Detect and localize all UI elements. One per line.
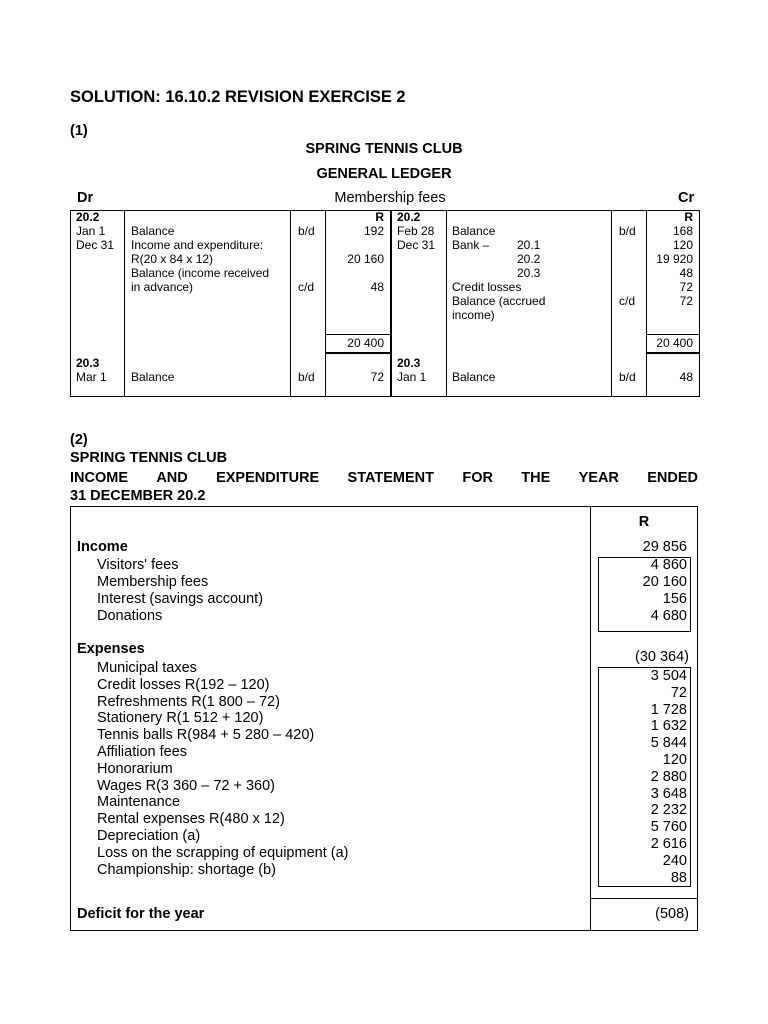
dr-detail: Balance (131, 370, 175, 384)
expense-item-label: Depreciation (a) (97, 828, 201, 844)
income-item-label: Membership fees (97, 574, 209, 590)
dr-folio: b/d (298, 224, 315, 238)
expense-item-amount: 2 616 (650, 836, 687, 852)
expense-item-label: Credit losses R(192 – 120) (97, 676, 270, 693)
cr-detail: Bank – (452, 238, 490, 252)
dr-amount: 192 (363, 224, 384, 238)
expense-item-amount: 120 (662, 752, 687, 768)
expense-item-amount: 88 (670, 869, 687, 886)
cr-amount: 72 (679, 294, 693, 308)
dr-amount: 20 160 (347, 252, 384, 266)
title-word: YEAR (578, 470, 619, 486)
cr-currency: R (684, 210, 693, 224)
income-item-label: Interest (savings account) (97, 591, 264, 607)
title-word: FOR (462, 470, 493, 486)
expense-item-amount: 3 648 (650, 785, 687, 802)
cr-date: Feb 28 (397, 224, 435, 238)
dr-currency: R (375, 210, 384, 224)
expense-item-label: Honorarium (97, 760, 173, 777)
income-item-label: Donations (97, 608, 163, 624)
expense-item-label: Tennis balls R(984 + 5 280 – 420) (97, 727, 315, 744)
expense-item-label: Stationery R(1 512 + 120) (97, 710, 264, 727)
expense-item-label: Maintenance (97, 794, 181, 811)
statement-title-date: 31 DECEMBER 20.2 (70, 488, 206, 504)
cr-date: Dec 31 (397, 238, 436, 252)
income-item-label: Visitors' fees (97, 557, 179, 573)
dr-label: Dr (77, 190, 94, 206)
cr-bank-year: 20.2 (517, 252, 541, 266)
cr-bank-year: 20.3 (517, 266, 541, 280)
cr-amount: 120 (672, 238, 693, 252)
title-word: STATEMENT (347, 470, 435, 486)
dr-folio: c/d (298, 280, 315, 294)
cr-date: Jan 1 (397, 370, 427, 384)
cr-folio: b/d (619, 224, 636, 238)
dr-total: 20 400 (347, 336, 384, 350)
cr-detail: income) (452, 308, 495, 322)
part1-club-name: SPRING TENNIS CLUB (305, 141, 463, 157)
dr-detail: Balance (131, 224, 175, 238)
dr-detail: Income and expenditure: (131, 238, 264, 252)
part1-label: (1) (70, 123, 88, 139)
expense-item-amount: 1 728 (650, 701, 687, 718)
dr-year-2: 20.3 (76, 356, 100, 370)
cr-folio: c/d (619, 294, 636, 308)
title-word: INCOME (70, 470, 128, 486)
dr-date: Mar 1 (76, 370, 107, 384)
page-heading: SOLUTION: 16.10.2 REVISION EXERCISE 2 (70, 88, 406, 106)
cr-label: Cr (678, 190, 695, 206)
expense-item-amount: 72 (670, 684, 687, 701)
deficit-label: Deficit for the year (77, 906, 205, 922)
income-item-amount: 4 860 (650, 557, 687, 573)
expense-item-label: Rental expenses R(480 x 12) (97, 811, 285, 828)
part2-club-name: SPRING TENNIS CLUB (70, 450, 228, 466)
income-total: 29 856 (642, 539, 687, 555)
expense-item-amount: 2 232 (650, 802, 687, 819)
dr-amount: 48 (370, 280, 384, 294)
expense-item-label: Municipal taxes (97, 660, 197, 676)
account-name: Membership fees (334, 190, 446, 206)
cr-total: 20 400 (656, 336, 693, 350)
expense-item-label: Refreshments R(1 800 – 72) (97, 693, 280, 710)
cr-amount: 168 (672, 224, 693, 238)
title-word: THE (521, 470, 551, 486)
dr-year-1: 20.2 (76, 210, 100, 224)
expense-item-amount: 5 760 (650, 819, 687, 836)
expense-item-label: Championship: shortage (b) (97, 861, 276, 878)
expense-item-amount: 3 504 (650, 668, 687, 684)
income-item-amount: 156 (662, 591, 687, 607)
statement-title (70, 470, 698, 486)
cr-detail: Balance (452, 224, 496, 238)
part2-label: (2) (70, 432, 88, 448)
expense-item-amount: 240 (662, 852, 687, 869)
dr-date: Jan 1 (76, 224, 106, 238)
cr-year-2: 20.3 (397, 356, 421, 370)
expense-item-amount: 2 880 (650, 768, 687, 785)
cr-folio: b/d (619, 370, 636, 384)
cr-detail: Credit losses (452, 280, 522, 294)
dr-folio: b/d (298, 370, 315, 384)
dr-detail: Balance (income received (131, 266, 270, 280)
dr-amount: 72 (370, 370, 384, 384)
dr-date: Dec 31 (76, 238, 115, 252)
income-item-amount: 4 680 (650, 608, 687, 624)
expense-item-amount: 1 632 (650, 718, 687, 735)
cr-detail: Balance (452, 370, 496, 384)
title-word: ENDED (647, 470, 698, 486)
income-heading: Income (77, 539, 128, 555)
dr-detail: R(20 x 84 x 12) (131, 252, 214, 266)
cr-detail: Balance (accrued (452, 294, 546, 308)
cr-amount: 72 (679, 280, 693, 294)
deficit-amount: (508) (655, 906, 689, 922)
cr-year-1: 20.2 (397, 210, 421, 224)
cr-amount: 48 (679, 266, 693, 280)
income-item-amount: 20 160 (642, 574, 687, 590)
statement-currency: R (638, 514, 650, 530)
title-word: EXPENDITURE (216, 470, 320, 486)
cr-amount: 48 (679, 370, 693, 384)
expense-item-label: Wages R(3 360 – 72 + 360) (97, 777, 276, 794)
cr-bank-year: 20.1 (517, 238, 541, 252)
cr-amount: 19 920 (656, 252, 693, 266)
ledger-title: GENERAL LEDGER (316, 166, 452, 182)
expense-item-label: Affiliation fees (97, 744, 188, 760)
expense-item-amount: 5 844 (650, 735, 687, 752)
expenses-total: (30 364) (634, 649, 689, 665)
expense-item-label: Loss on the scrapping of equipment (a) (97, 844, 349, 861)
title-word: AND (156, 470, 188, 486)
dr-detail: in advance) (131, 280, 194, 294)
expenses-heading: Expenses (77, 641, 145, 657)
